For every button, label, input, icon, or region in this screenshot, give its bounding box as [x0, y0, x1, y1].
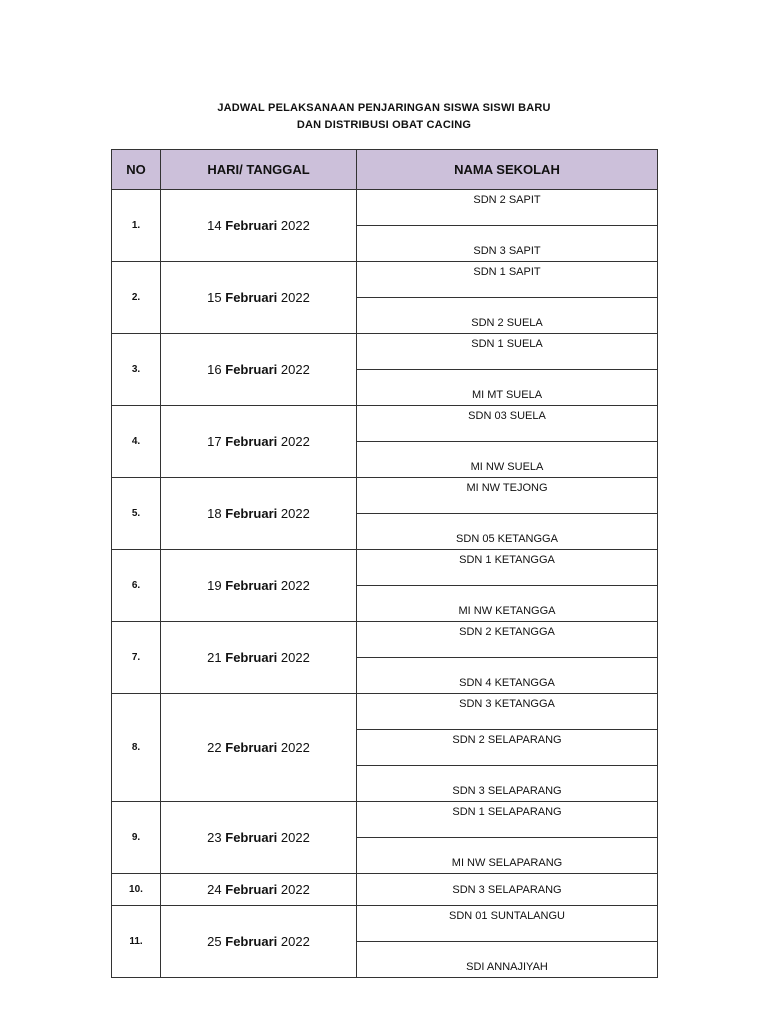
- row-date: [161, 262, 357, 334]
- date-month: Februari: [225, 934, 278, 949]
- table-row: [112, 550, 658, 586]
- table-row: [112, 906, 658, 942]
- row-date: [161, 622, 357, 694]
- table-row: [112, 478, 658, 514]
- date-year: 2022: [280, 362, 310, 377]
- date-day: 21: [207, 650, 222, 665]
- school-name: SDN 3 KETANGGA: [357, 694, 658, 730]
- table-row: [112, 406, 658, 442]
- row-date: [161, 906, 357, 978]
- date-day: 17: [207, 434, 222, 449]
- table-row: [112, 190, 658, 226]
- row-number: 1.: [112, 190, 161, 262]
- table-body: [112, 190, 658, 978]
- document-title-line-2: DAN DISTRIBUSI OBAT CACING: [296, 119, 472, 131]
- table-row: [112, 694, 658, 730]
- row-number: 4.: [112, 406, 161, 478]
- date-day: 16: [207, 362, 222, 377]
- row-number: 5.: [112, 478, 161, 550]
- table-row: [112, 802, 658, 838]
- date-month: Februari: [225, 362, 278, 377]
- row-number: 9.: [112, 802, 161, 874]
- row-number: 10.: [112, 874, 161, 906]
- date-day: 15: [207, 290, 222, 305]
- row-number: 7.: [112, 622, 161, 694]
- document-title-line-1: JADWAL PELAKSANAAN PENJARINGAN SISWA SISWI BARU: [217, 102, 551, 114]
- header-school: NAMA SEKOLAH: [357, 150, 658, 190]
- row-date: [161, 694, 357, 802]
- school-name: SDI ANNAJIYAH: [357, 942, 658, 978]
- school-name: SDN 3 SAPIT: [357, 226, 658, 262]
- row-number: 11.: [112, 906, 161, 978]
- date-year: 2022: [280, 650, 310, 665]
- date-year: 2022: [280, 830, 310, 845]
- row-date: [161, 190, 357, 262]
- school-name: SDN 3 SELAPARANG: [357, 766, 658, 802]
- school-name: SDN 4 KETANGGA: [357, 658, 658, 694]
- date-month: Februari: [225, 740, 278, 755]
- date-day: 19: [207, 578, 222, 593]
- date-year: 2022: [280, 934, 310, 949]
- date-day: 24: [207, 882, 222, 897]
- school-name: MI NW TEJONG: [357, 478, 658, 514]
- row-date: [161, 802, 357, 874]
- header-date: HARI/ TANGGAL: [161, 150, 357, 190]
- school-name: SDN 03 SUELA: [357, 406, 658, 442]
- school-name: SDN 2 KETANGGA: [357, 622, 658, 658]
- school-name: SDN 1 KETANGGA: [357, 550, 658, 586]
- row-date: [161, 478, 357, 550]
- date-month: Februari: [225, 650, 278, 665]
- school-name: MI NW KETANGGA: [357, 586, 658, 622]
- date-year: 2022: [280, 740, 310, 755]
- school-name: SDN 1 SAPIT: [357, 262, 658, 298]
- school-name: SDN 2 SUELA: [357, 298, 658, 334]
- school-name: SDN 1 SELAPARANG: [357, 802, 658, 838]
- row-number: 2.: [112, 262, 161, 334]
- date-year: 2022: [280, 506, 310, 521]
- date-month: Februari: [225, 506, 278, 521]
- row-number: 8.: [112, 694, 161, 802]
- school-name: MI NW SELAPARANG: [357, 838, 658, 874]
- date-month: Februari: [225, 578, 278, 593]
- date-year: 2022: [280, 290, 310, 305]
- row-date: [161, 550, 357, 622]
- schedule-table: [111, 149, 658, 978]
- header-no: NO: [112, 150, 161, 190]
- row-date: [161, 874, 357, 906]
- school-name: SDN 2 SAPIT: [357, 190, 658, 226]
- date-month: Februari: [225, 290, 278, 305]
- date-day: 22: [207, 740, 222, 755]
- table-row: [112, 262, 658, 298]
- date-month: Februari: [225, 882, 278, 897]
- table-row: [112, 874, 658, 906]
- date-day: 23: [207, 830, 222, 845]
- date-year: 2022: [280, 578, 310, 593]
- date-day: 25: [207, 934, 222, 949]
- row-date: [161, 406, 357, 478]
- school-name: SDN 1 SUELA: [357, 334, 658, 370]
- date-month: Februari: [225, 218, 278, 233]
- row-number: 6.: [112, 550, 161, 622]
- table-row: [112, 622, 658, 658]
- row-date: [161, 334, 357, 406]
- school-name: SDN 3 SELAPARANG: [357, 874, 658, 906]
- school-name: SDN 05 KETANGGA: [357, 514, 658, 550]
- date-day: 14: [207, 218, 222, 233]
- row-number: 3.: [112, 334, 161, 406]
- date-month: Februari: [225, 830, 278, 845]
- table-header-row: [112, 150, 658, 190]
- date-year: 2022: [280, 434, 310, 449]
- school-name: SDN 2 SELAPARANG: [357, 730, 658, 766]
- date-year: 2022: [280, 218, 310, 233]
- school-name: MI MT SUELA: [357, 370, 658, 406]
- date-day: 18: [207, 506, 222, 521]
- school-name: SDN 01 SUNTALANGU: [357, 906, 658, 942]
- table-row: [112, 334, 658, 370]
- date-year: 2022: [280, 882, 310, 897]
- school-name: MI NW SUELA: [357, 442, 658, 478]
- date-month: Februari: [225, 434, 278, 449]
